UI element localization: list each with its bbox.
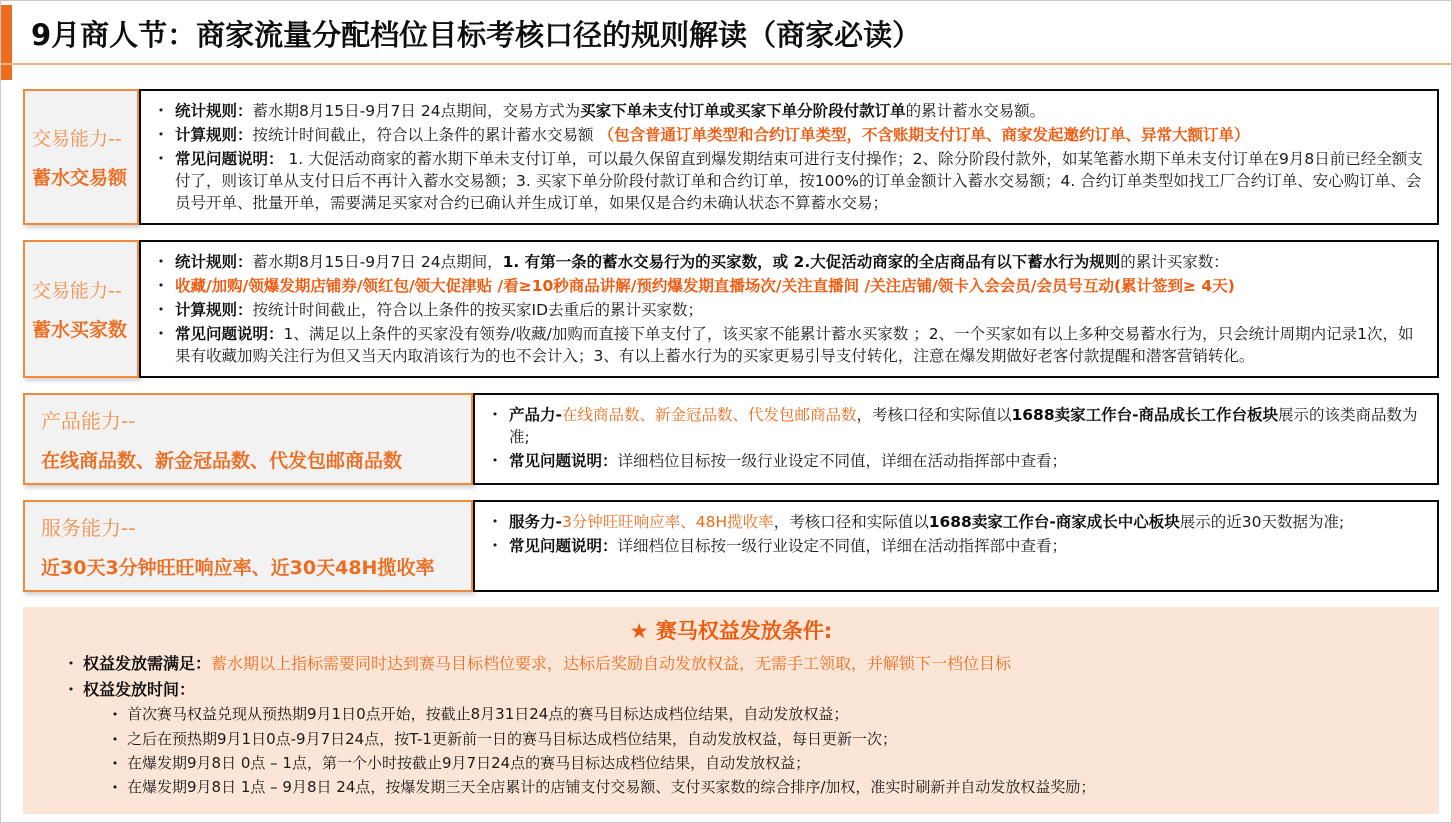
bullet-dot: • [111, 732, 119, 746]
section-label-line2: 蓄水交易额 [32, 167, 128, 189]
bullet-dot: • [67, 657, 75, 670]
bullet-text: 常见问题说明：详细档位目标按一级行业设定不同值，详细在活动指挥部中查看； [509, 537, 1068, 555]
section-label-line1: 交易能力-- [32, 280, 122, 302]
section-label-service [23, 500, 473, 592]
bullet-text: 常见问题说明：详细档位目标按一级行业设定不同值，详细在活动指挥部中查看； [509, 452, 1068, 470]
section-label-line1: 交易能力-- [32, 128, 122, 150]
bullet-item [103, 704, 1421, 725]
benefit-conditions-title: ★ 赛马权益发放条件: [629, 619, 833, 643]
section-body-service [473, 500, 1439, 592]
bullet-dot: • [67, 682, 75, 696]
bullet-text: 权益发放时间： [83, 679, 196, 699]
bullet-dot: • [157, 327, 165, 340]
section-label-line2: 在线商品数、新金冠品数、代发包邮商品数 [41, 450, 403, 472]
section-label-line2: 蓄水买家数 [32, 319, 128, 341]
bullet-item [103, 729, 1421, 750]
bullet-dot: • [111, 708, 119, 722]
bullet-text: 产品力-在线商品数、新金冠品数、代发包邮商品数，考核口径和实际值以1688卖家工作台-商品成长工作台板块展示的该类商品数为准; [509, 406, 1418, 446]
benefit-conditions-list [41, 653, 1421, 799]
bullet-dot: • [157, 152, 165, 165]
bullet-text: 计算规则：按统计时间截止，符合以上条件的按买家ID去重后的累计买家数； [175, 301, 704, 319]
section-label-line1: 产品能力-- [41, 409, 136, 433]
bullet-dot: • [111, 757, 119, 771]
section-product-capability [23, 393, 1439, 485]
section-service-capability [23, 500, 1439, 592]
bullet-dot: • [491, 539, 499, 552]
bullet-item [147, 275, 1425, 297]
bullet-text: 计算规则：按统计时间截止，符合以上条件的累计蓄水交易额 （包含普通订单类型和合约订单类型，不含账期支付订单、商家发起邀约订单、异常大额订单） [175, 126, 1250, 144]
bullet-dot: • [491, 408, 499, 421]
bullet-text: 收藏/加购/领爆发期店铺券/领红包/领大促津贴 /看≥10秒商品讲解/预约爆发期直播场次/关注直播间 /关注店铺/领卡入会会员/会员号互动(累计签到≥ 4天) [175, 277, 1235, 295]
bullet-item [147, 251, 1425, 273]
bullet-item [147, 148, 1425, 214]
section-label-product [23, 393, 473, 485]
section-label-buyer-count [23, 240, 139, 378]
bullet-text: 在爆发期9月8日 0点 – 1点，第一个小时按截止9月7日24点的赛马目标达成档位结果，自动发放权益； [127, 754, 811, 773]
bullet-item [481, 511, 1425, 533]
bullet-text: 统计规则：蓄水期8月15日-9月7日 24点期间，交易方式为买家下单未支付订单或买家下单分阶段付款订单的累计蓄水交易额。 [175, 102, 1046, 120]
content-area [23, 89, 1439, 814]
section-body-buyer-count [139, 240, 1439, 378]
bullet-item [103, 753, 1421, 774]
bullet-item [41, 653, 1421, 676]
bullet-dot: • [157, 128, 165, 141]
bullet-item [147, 323, 1425, 367]
bullet-text: 统计规则：蓄水期8月15日-9月7日 24点期间，1. 有第一条的蓄水交易行为的买家数，或 2.大促活动商家的全店商品有以下蓄水行为规则的累计买家数： [175, 253, 1229, 271]
bullet-item [103, 777, 1421, 798]
bullet-dot: • [157, 279, 165, 292]
page-title: 9月商人节：商家流量分配档位目标考核口径的规则解读（商家必读） [31, 18, 922, 52]
bullet-item [481, 535, 1425, 557]
bullet-text: 权益发放需满足：蓄水期以上指标需要同时达到赛马目标档位要求，达标后奖励自动发放权益，无需手工领取，并解锁下一档位目标 [83, 654, 1012, 673]
bullet-dot: • [491, 515, 499, 528]
bullet-item [481, 450, 1425, 472]
bullet-dot: • [157, 104, 165, 117]
bullet-item [41, 679, 1421, 702]
section-body-product [473, 393, 1439, 485]
header-divider [1, 63, 1451, 65]
bullet-text: 首次赛马权益兑现从预热期9月1日0点开始，按截止8月31日24点的赛马目标达成档位结果，自动发放权益； [127, 705, 849, 724]
bullet-dot: • [157, 303, 165, 316]
bullet-dot: • [491, 454, 499, 467]
bullet-dot: • [111, 781, 119, 795]
bullet-item [147, 100, 1425, 122]
section-buyer-count [23, 240, 1439, 378]
bullet-text: 常见问题说明： 1. 大促活动商家的蓄水期下单未支付订单，可以最久保留直到爆发期结束可进行支付操作；2、除分阶段付款外，如某笔蓄水期下单未支付订单在9月8日前已经全额支付了，则该订单从支付日后不再计入蓄水交易额；3. 买家下单分阶段付款订单和合约订单，按100%的订单金额计入蓄水交易额；4. 合约订单类型如找工厂合约订单、安心购订单、会员号开单、批量开单，需要满足买家对合约已确认并生成订单，如果仅是合约未确认状态不算蓄水交易； [175, 150, 1423, 212]
section-label-line1: 服务能力-- [41, 516, 136, 540]
section-label-line2: 近30天3分钟旺旺响应率、近30天48H揽收率 [41, 557, 435, 579]
bullet-text: 之后在预热期9月1日0点-9月7日24点，按T-1更新前一日的赛马目标达成档位结果，自动发放权益，每日更新一次； [127, 729, 897, 748]
bullet-text: 在爆发期9月8日 1点 – 9月8日 24点，按爆发期三天全店累计的店铺支付交易额、支付买家数的综合排序/加权，准实时刷新并自动发放权益奖励； [127, 778, 1096, 797]
bullet-item [147, 299, 1425, 321]
bullet-dot: • [157, 255, 165, 268]
title-accent-bar [1, 5, 12, 80]
section-label-trade-amount [23, 89, 139, 225]
benefit-conditions-panel [23, 607, 1439, 814]
section-trade-amount [23, 89, 1439, 225]
bullet-item [481, 404, 1425, 448]
bullet-text: 常见问题说明：1、满足以上条件的买家没有领券/收藏/加购而直接下单支付了，该买家不能累计蓄水买家数 ；2、一个买家如有以上多种交易蓄水行为，只会统计周期内记录1次，如果有收藏加购关注行为但又当天内取消该行为的也不会计入；3、有以上蓄水行为的买家更易引导支付转化，注意在爆发期做好老客付款提醒和潜客营销转化。 [175, 325, 1414, 365]
section-body-trade-amount [139, 89, 1439, 225]
bullet-item [147, 124, 1425, 146]
bullet-text: 服务力-3分钟旺旺响应率、48H揽收率，考核口径和实际值以1688卖家工作台-商家成长中心板块展示的近30天数据为准; [509, 513, 1345, 531]
